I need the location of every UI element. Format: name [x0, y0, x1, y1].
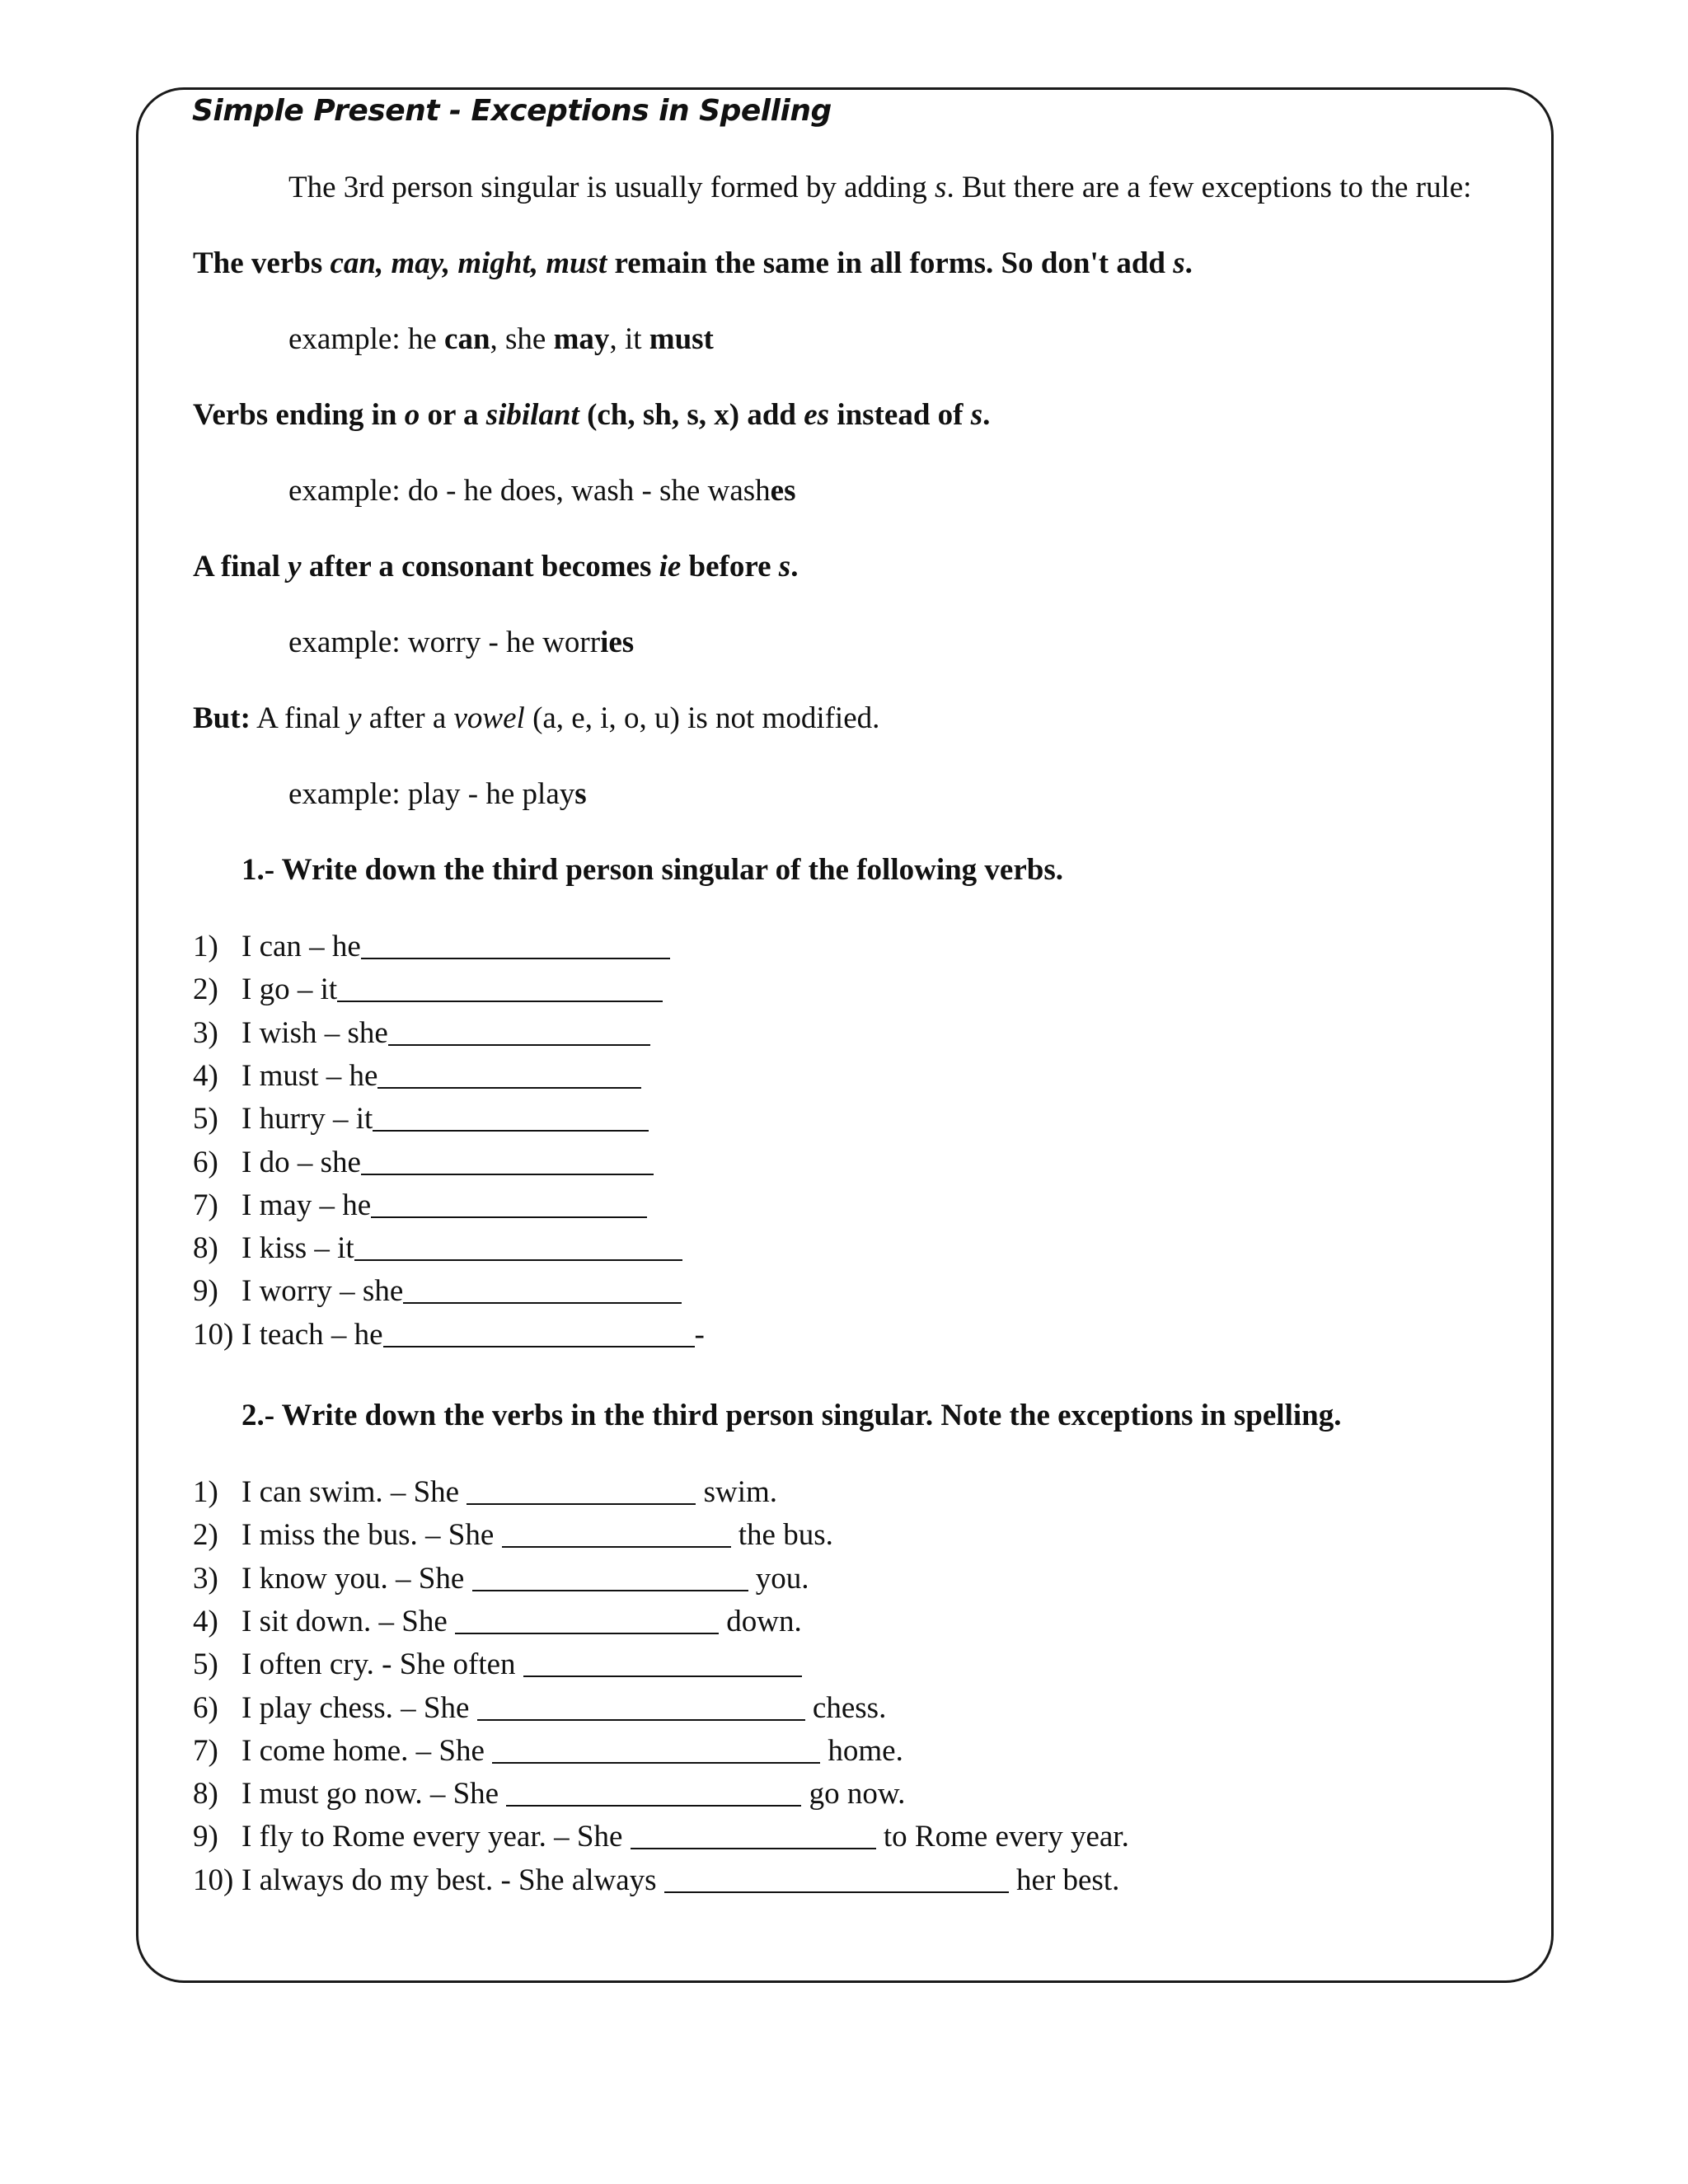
- rule2-s: s: [970, 398, 983, 432]
- answer-blank[interactable]: [506, 1782, 801, 1807]
- exercise1-title: 1.- Write down the third person singular of the following verbs.: [241, 853, 1063, 887]
- rule2-o: o: [404, 398, 420, 432]
- answer-blank[interactable]: [403, 1279, 682, 1304]
- list-item: [241, 1474, 777, 1510]
- item-number: 7): [193, 1188, 218, 1222]
- item-number: 7): [193, 1733, 218, 1768]
- item-continuation: the bus.: [730, 1518, 833, 1553]
- item-continuation: go now.: [801, 1777, 906, 1811]
- example1-prefix: example: he: [288, 322, 445, 356]
- intro-text: The 3rd person singular is usually formed by adding: [288, 171, 935, 204]
- rule3-text: A final: [193, 550, 288, 583]
- list-item: [241, 1015, 650, 1051]
- rule-modal-verbs: [193, 246, 1193, 282]
- exercise2-title: 2.- Write down the verbs in the third person singular. Note the exceptions in spelling.: [241, 1399, 1342, 1432]
- item-prompt: I teach – he: [241, 1317, 383, 1352]
- rule-final-y-vowel: [193, 701, 879, 737]
- answer-blank[interactable]: [377, 1064, 641, 1089]
- example2-suffix: es: [770, 474, 796, 508]
- item-prompt: I must go now. – She: [241, 1777, 507, 1811]
- example1-word3: must: [649, 322, 714, 356]
- rule3-text-3: before: [681, 550, 779, 583]
- item-number: 10): [193, 1863, 234, 1897]
- item-prompt: I come home. – She: [241, 1733, 493, 1768]
- example-sibilant: [288, 474, 795, 509]
- intro-s: s: [935, 171, 947, 204]
- item-continuation: swim.: [696, 1475, 778, 1509]
- answer-blank[interactable]: [373, 1107, 649, 1132]
- list-item: [241, 1230, 682, 1266]
- answer-blank[interactable]: [371, 1193, 647, 1218]
- rule2-text-2: or a: [420, 398, 486, 432]
- answer-blank[interactable]: [664, 1868, 1009, 1893]
- example-final-y-vowel: [288, 777, 587, 813]
- item-number: 8): [193, 1777, 218, 1811]
- item-prompt: I kiss – it: [241, 1231, 354, 1266]
- item-continuation: to Rome every year.: [875, 1820, 1129, 1854]
- example2-prefix: example: do - he does, wash - she wash: [288, 474, 771, 508]
- answer-blank[interactable]: [337, 977, 663, 1002]
- list-item: [241, 1604, 802, 1639]
- rule3-period: .: [790, 550, 799, 583]
- example3-prefix: example: worry - he worr: [288, 626, 601, 659]
- item-number: 2): [193, 1518, 218, 1553]
- list-item: [241, 1561, 809, 1596]
- item-prompt: I miss the bus. – She: [241, 1518, 502, 1553]
- answer-blank[interactable]: [472, 1567, 748, 1591]
- example4-prefix: example: play - he play: [288, 777, 575, 811]
- list-item: [241, 1145, 654, 1180]
- rule3-ie: ie: [659, 550, 682, 583]
- item-number: 9): [193, 1274, 218, 1309]
- list-item: [241, 1819, 1129, 1854]
- list-item: [241, 1690, 886, 1726]
- item-number: 6): [193, 1690, 218, 1725]
- item-number: 6): [193, 1145, 218, 1179]
- item-prompt: I go – it: [241, 972, 338, 1007]
- rule4-but: But:: [193, 701, 251, 735]
- item-prompt: I play chess. – She: [241, 1690, 477, 1725]
- list-item: [241, 1733, 903, 1769]
- item-prompt: I must – he: [241, 1058, 378, 1093]
- rule3-text-2: after a consonant becomes: [301, 550, 659, 583]
- item-number: 4): [193, 1604, 218, 1638]
- item-prompt: I can – he: [241, 930, 361, 963]
- list-item: [241, 1776, 905, 1811]
- list-item: [241, 1058, 641, 1094]
- item-prompt: I hurry – it: [241, 1102, 373, 1137]
- item-number: 1): [193, 930, 218, 963]
- rule2-text-3: (ch, sh, s, x) add: [579, 398, 804, 432]
- list-item: [241, 1647, 802, 1682]
- answer-blank[interactable]: [361, 935, 670, 959]
- item-prompt: I worry – she: [241, 1274, 404, 1309]
- rule1-period: .: [1184, 246, 1193, 280]
- example-modal-verbs: [288, 322, 714, 358]
- example1-mid2: , it: [609, 322, 649, 356]
- item-prompt: I often cry. - She often: [241, 1647, 523, 1682]
- answer-blank[interactable]: [388, 1021, 650, 1046]
- item-prompt: I always do my best. - She always: [241, 1863, 664, 1897]
- list-item: [241, 1101, 649, 1137]
- answer-blank[interactable]: [467, 1480, 696, 1505]
- item-number: 3): [193, 1015, 218, 1050]
- list-item: [241, 1273, 682, 1309]
- answer-blank[interactable]: [455, 1610, 719, 1634]
- answer-blank[interactable]: [383, 1323, 695, 1347]
- item-continuation: you.: [748, 1561, 809, 1596]
- list-item: [241, 1317, 705, 1352]
- item-prompt: I can swim. – She: [241, 1475, 467, 1509]
- item-prompt: I do – she: [241, 1145, 361, 1179]
- item-continuation: down.: [719, 1604, 802, 1638]
- rule1-text: The verbs: [193, 246, 331, 280]
- answer-blank[interactable]: [492, 1739, 820, 1764]
- answer-blank[interactable]: [361, 1151, 654, 1175]
- item-number: 1): [193, 1475, 218, 1509]
- answer-blank[interactable]: [502, 1523, 731, 1548]
- rule4-y: y: [348, 701, 362, 735]
- example-final-y-consonant: [288, 626, 634, 661]
- rule2-es: es: [804, 398, 830, 432]
- rule4-text: A final: [250, 701, 349, 735]
- item-number: 10): [193, 1317, 234, 1352]
- rule1-s: s: [1173, 246, 1185, 280]
- rule3-s: s: [778, 550, 791, 583]
- rule2-period: .: [982, 398, 991, 432]
- example1-word2: may: [553, 322, 610, 356]
- worksheet-title: Simple Present - Exceptions in Spelling: [192, 94, 832, 128]
- item-prompt: I wish – she: [241, 1015, 388, 1050]
- example4-suffix: s: [574, 777, 587, 811]
- rule2-sibilant: sibilant: [485, 398, 579, 432]
- answer-blank[interactable]: [631, 1825, 876, 1849]
- item-prompt: I fly to Rome every year. – She: [241, 1820, 631, 1854]
- example3-suffix: ies: [600, 626, 635, 659]
- item-prompt: I may – he: [241, 1188, 372, 1222]
- answer-blank[interactable]: [523, 1652, 802, 1677]
- rule2-text-4: instead of: [829, 398, 971, 432]
- item-number: 8): [193, 1231, 218, 1266]
- item-number: 5): [193, 1102, 218, 1137]
- answer-blank[interactable]: [354, 1236, 682, 1261]
- item-number: 2): [193, 972, 218, 1007]
- rule3-y: y: [288, 550, 302, 583]
- list-item: [241, 972, 663, 1007]
- list-item: [241, 1863, 1119, 1898]
- item-continuation: chess.: [804, 1690, 887, 1725]
- item-number: 5): [193, 1647, 218, 1682]
- intro-paragraph: [288, 171, 1471, 206]
- item-number: 4): [193, 1058, 218, 1093]
- rule-final-y-consonant: [193, 550, 798, 585]
- rule-sibilant: [193, 398, 990, 434]
- list-item: [241, 1517, 833, 1553]
- item-number: 3): [193, 1561, 218, 1596]
- item-prompt: I sit down. – She: [241, 1604, 455, 1638]
- rule2-text: Verbs ending in: [193, 398, 405, 432]
- rule4-text-3: (a, e, i, o, u) is not modified.: [524, 701, 880, 735]
- list-item: [241, 929, 670, 964]
- item-prompt: I know you. – She: [241, 1561, 472, 1596]
- rule4-text-2: after a: [361, 701, 454, 735]
- example1-word1: can: [444, 322, 490, 356]
- example1-mid1: , she: [490, 322, 554, 356]
- rule1-verbs: can, may, might, must: [330, 246, 607, 280]
- item-number: 9): [193, 1820, 218, 1854]
- rule4-vowel: vowel: [453, 701, 525, 735]
- item-continuation: her best.: [1008, 1863, 1120, 1897]
- item-continuation: -: [694, 1317, 705, 1352]
- answer-blank[interactable]: [477, 1696, 805, 1721]
- intro-text-end: . But there are a few exceptions to the rule:: [946, 171, 1472, 204]
- rule1-text-2: remain the same in all forms. So don't add: [607, 246, 1174, 280]
- list-item: [241, 1188, 647, 1223]
- item-continuation: home.: [820, 1733, 903, 1768]
